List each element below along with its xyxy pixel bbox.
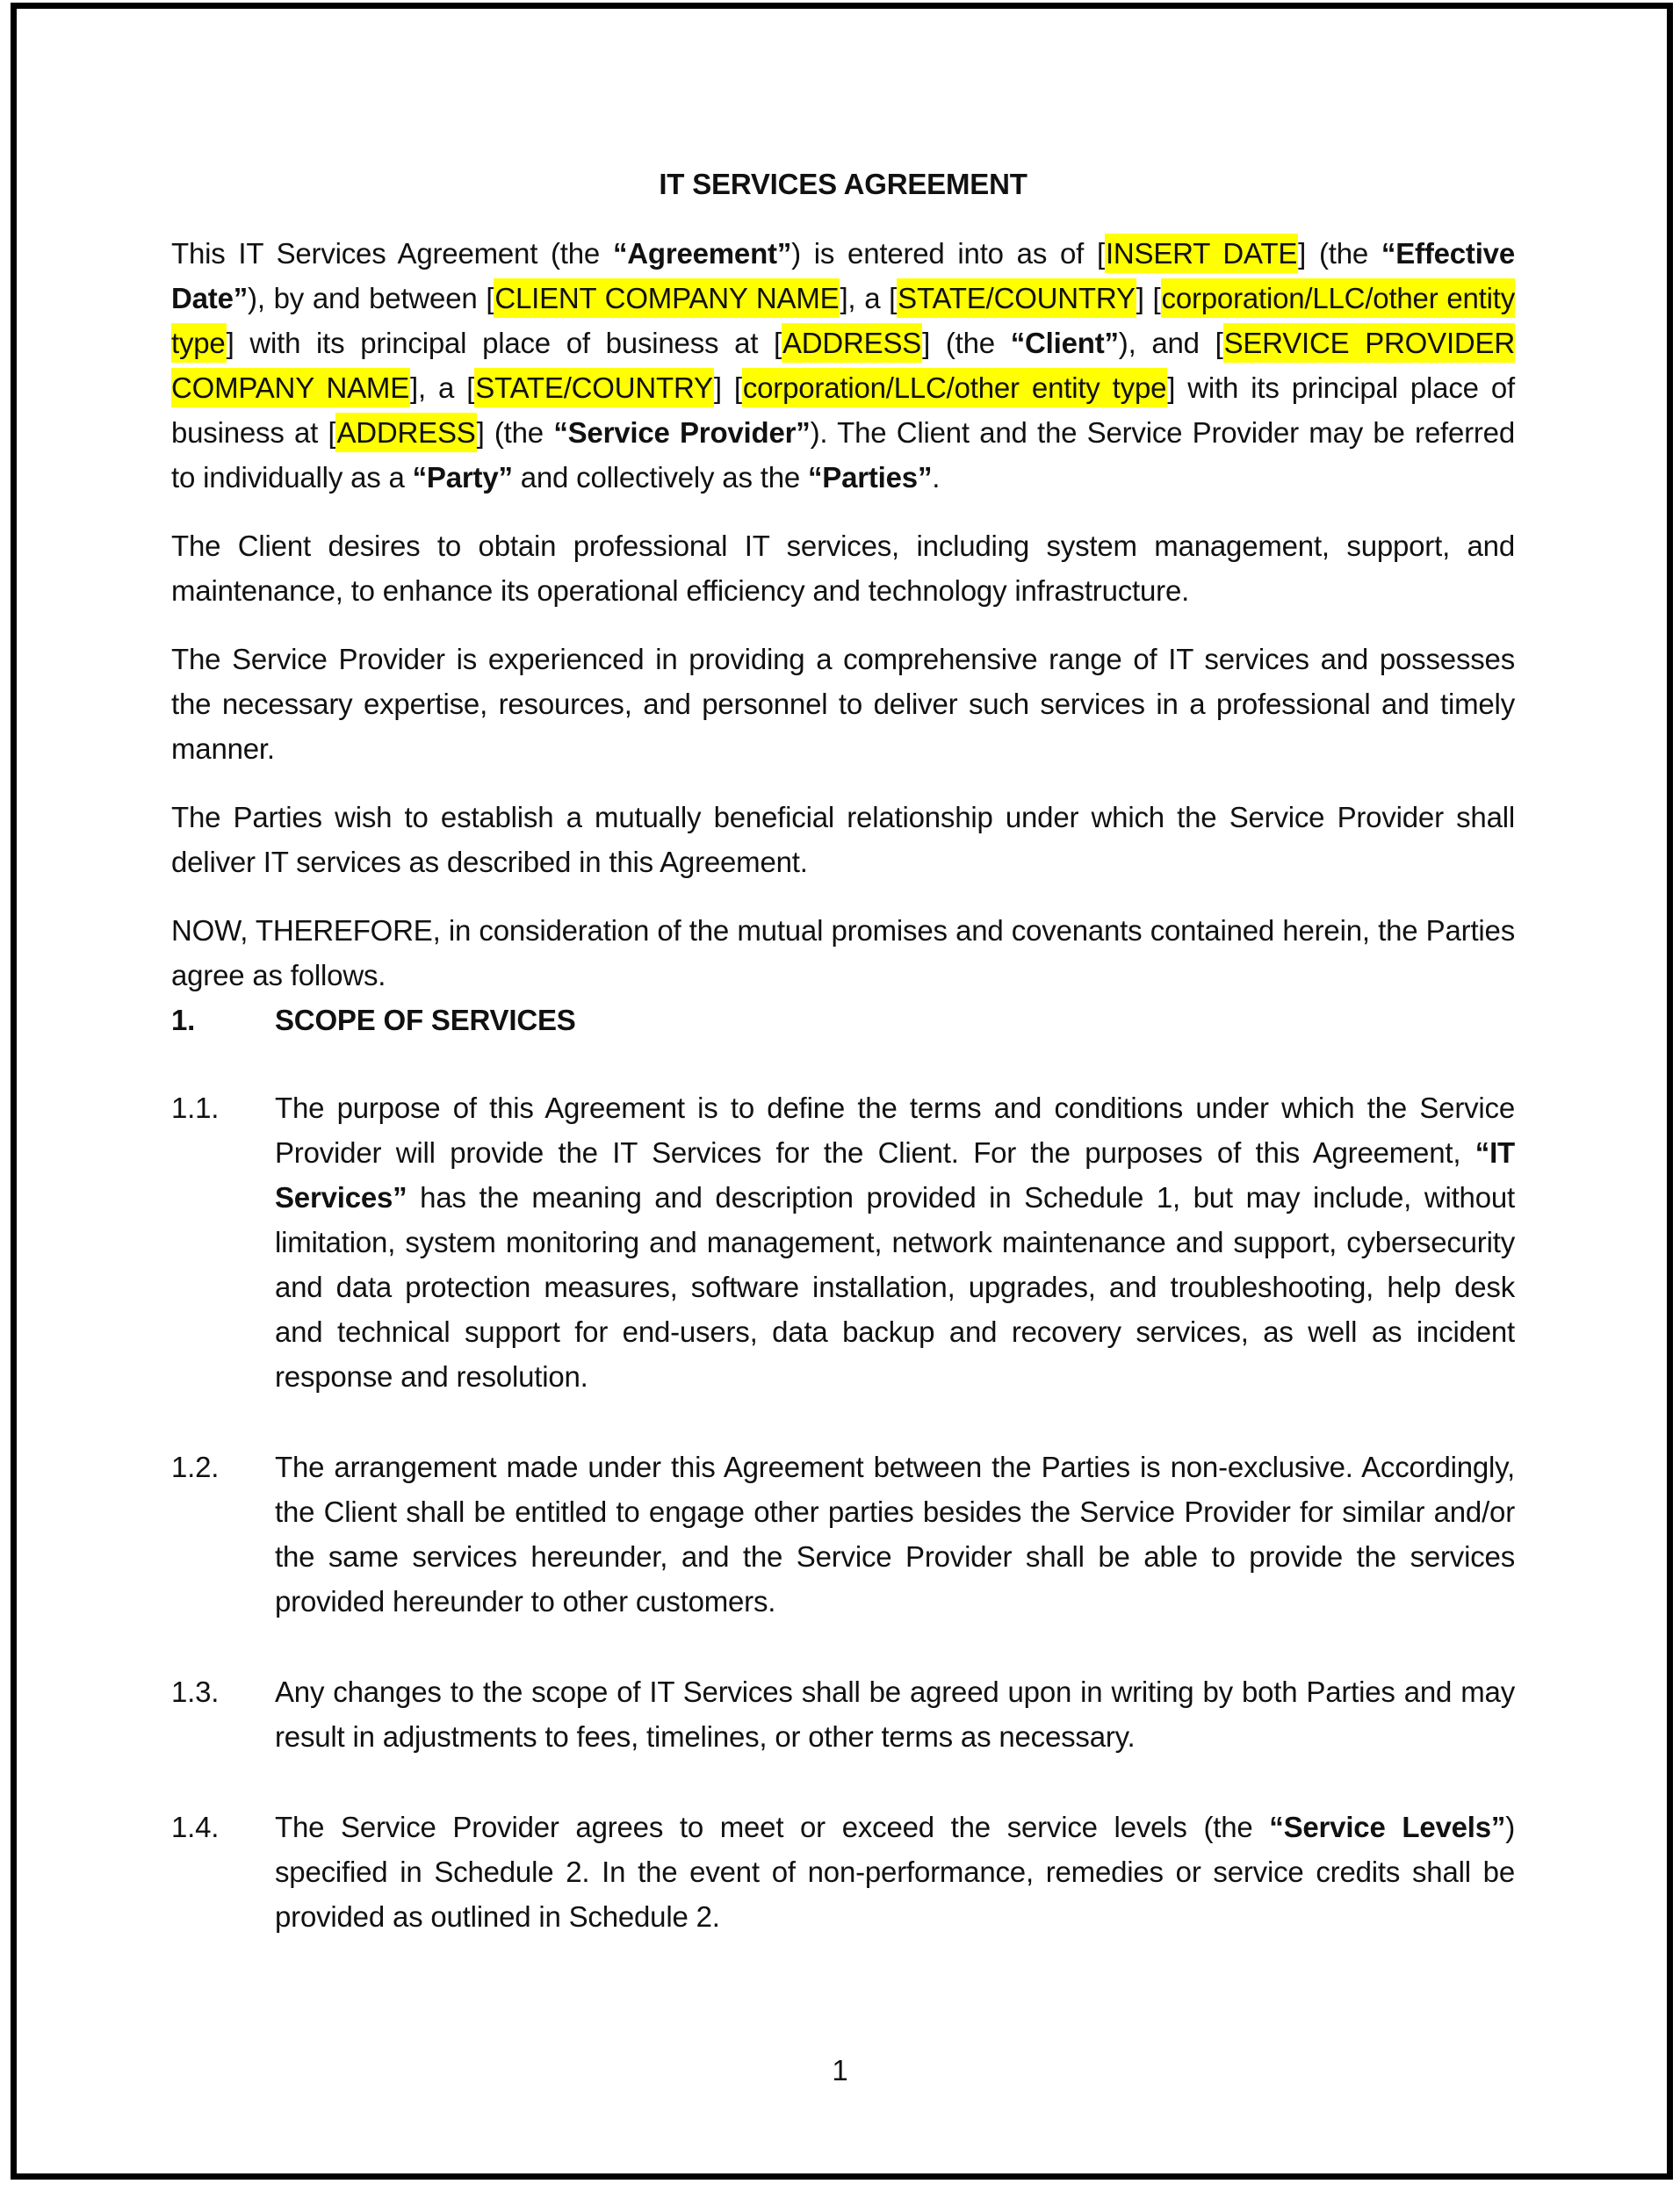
text-segment: ] (the <box>476 416 554 449</box>
bold-text: “Parties” <box>807 461 933 494</box>
clause-item <box>171 1445 1515 1624</box>
page-footer <box>0 2048 1680 2093</box>
text-segment: ] [ <box>1136 282 1161 314</box>
document-content <box>171 162 1515 1985</box>
highlighted-placeholder: CLIENT COMPANY NAME <box>494 278 840 318</box>
text-segment: ), by and between [ <box>248 282 494 314</box>
highlighted-placeholder: STATE/COUNTRY <box>897 278 1136 318</box>
clause-item <box>171 1085 1515 1399</box>
text-segment: The Client desires to obtain professional IT services, including system management, support, and maintenance, to enhance its operational efficiency and technology infrastructure. <box>171 530 1515 607</box>
text-segment: ], a [ <box>410 371 475 404</box>
highlighted-placeholder: STATE/COUNTRY <box>474 368 714 407</box>
text-segment: ] (the <box>1298 237 1381 270</box>
clause-number: 1.2. <box>171 1451 220 1483</box>
preamble-paragraph <box>171 908 1515 998</box>
bold-text: “Service Levels” <box>1269 1811 1506 1843</box>
preamble-paragraph <box>171 523 1515 613</box>
highlighted-placeholder: corporation/LLC/other entity type <box>171 278 1515 363</box>
bold-text: “Effective Date” <box>171 237 1515 314</box>
clause-item <box>171 1805 1515 1939</box>
section-number: 1. <box>171 1004 196 1036</box>
highlighted-placeholder: ADDRESS <box>335 413 476 452</box>
bold-text: “Party” <box>412 461 513 494</box>
document-title: IT SERVICES AGREEMENT <box>659 168 1027 200</box>
text-segment: . <box>932 461 941 494</box>
text-segment: ] [ <box>713 371 742 404</box>
clause-number: 1.3. <box>171 1676 220 1708</box>
text-segment: ] with its principal place of business at [ <box>226 327 782 359</box>
clause-number: 1.4. <box>171 1811 220 1843</box>
preamble-paragraph <box>171 231 1515 500</box>
bold-text: “Service Provider” <box>553 416 811 449</box>
text-segment: The Service Provider agrees to meet or exceed the service levels (the <box>275 1811 1270 1843</box>
clause-number: 1.1. <box>171 1092 220 1124</box>
text-segment: has the meaning and description provided in Schedule 1, but may include, without limitation, system monitoring and management, network maintenance and support, cybersecurity and data protection measures, software installation, upgrades, and troubleshooting, help desk and technical support for end-users, data backup and recovery services, as well as incident response and resolution. <box>275 1181 1515 1393</box>
text-segment: ) specified in Schedule 2. In the event of non-performance, remedies or service credits shall be provided as outlined in Schedule 2. <box>275 1811 1515 1933</box>
text-segment: NOW, THEREFORE, in consideration of the mutual promises and covenants contained herein, the Parties agree as follows. <box>171 914 1515 991</box>
text-segment: ], a [ <box>840 282 898 314</box>
clause-text <box>275 1669 1515 1759</box>
text-segment: ). The Client and the Service Provider may be referred to individually as a <box>171 416 1515 494</box>
highlighted-placeholder: SERVICE PROVIDER COMPANY NAME <box>171 323 1515 407</box>
text-segment: The arrangement made under this Agreement between the Parties is non-exclusive. Accordingly, the Client shall be entitled to engage other parties besides the Service Provider for similar and/or the same services hereunder, and the Service Provider shall be able to provide the services provided hereunder to other customers. <box>275 1451 1515 1618</box>
text-segment: ) is entered into as of [ <box>791 237 1105 270</box>
preamble-paragraph <box>171 637 1515 771</box>
text-segment: Any changes to the scope of IT Services shall be agreed upon in writing by both Parties and may result in adjustments to fees, timelines, or other terms as necessary. <box>275 1676 1515 1753</box>
clause-text <box>275 1085 1515 1399</box>
text-segment: The purpose of this Agreement is to define the terms and conditions under which the Service Provider will provide the IT Services for the Client. For the purposes of this Agreement, <box>275 1092 1515 1169</box>
preamble-paragraph <box>171 795 1515 884</box>
clause-text <box>275 1445 1515 1624</box>
bold-text: “IT Services” <box>275 1136 1515 1214</box>
text-segment: ), and [ <box>1118 327 1223 359</box>
highlighted-placeholder: corporation/LLC/other entity type <box>742 368 1167 407</box>
highlighted-placeholder: INSERT DATE <box>1105 234 1298 273</box>
bold-text: “Agreement” <box>612 237 792 270</box>
text-segment: and collectively as the <box>512 461 808 494</box>
text-segment: The Parties wish to establish a mutually beneficial relationship under which the Service Provider shall deliver IT services as described in this Agreement. <box>171 801 1515 878</box>
text-segment: ] with its principal place of business at [ <box>171 371 1515 449</box>
section-heading <box>171 998 1515 1042</box>
page-number: 1 <box>832 2054 848 2086</box>
text-segment: This IT Services Agreement (the <box>171 237 613 270</box>
clause-text <box>275 1805 1515 1939</box>
text-segment: ] (the <box>922 327 1011 359</box>
section-heading-label: SCOPE OF SERVICES <box>275 1004 576 1036</box>
highlighted-placeholder: ADDRESS <box>782 323 922 363</box>
bold-text: “Client” <box>1010 327 1119 359</box>
clause-item <box>171 1669 1515 1759</box>
text-segment: The Service Provider is experienced in providing a comprehensive range of IT services and possesses the necessary expertise, resources, and personnel to deliver such services in a professional and timely manner. <box>171 643 1515 765</box>
